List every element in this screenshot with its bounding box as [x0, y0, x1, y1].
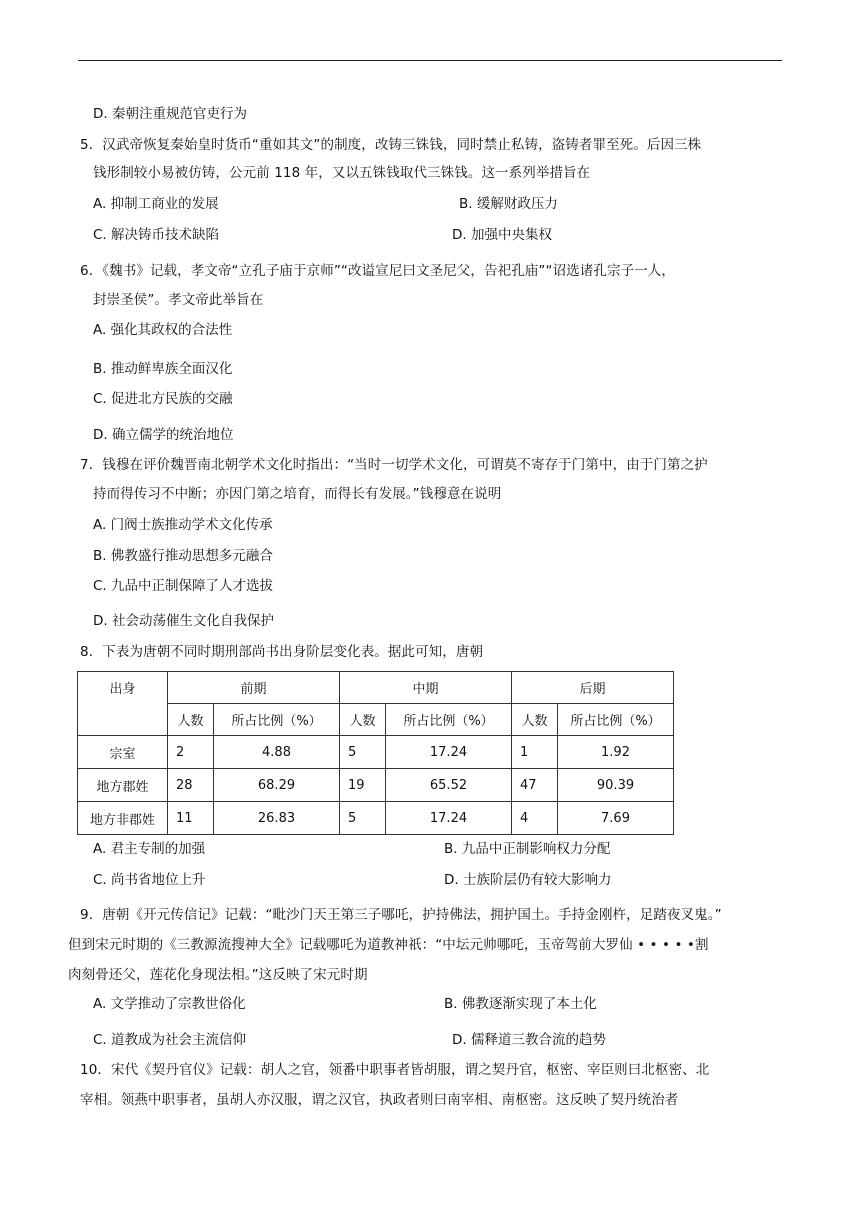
q7-option-d[interactable]: D. 社会动荡催生文化自我保护: [93, 613, 274, 629]
q7-stem-line1: 7．钱穆在评价魏晋南北朝学术文化时指出：“当时一切学术文化，可谓莫不寄存于门第中，由于门第之护: [80, 457, 708, 473]
q5-option-c[interactable]: C. 解决铸币技术缺陷: [93, 227, 220, 243]
q10-stem-line1: 10．宋代《契丹官仪》记载：胡人之官，领番中职事者皆胡服，谓之契丹官，枢密、宰臣则曰北枢密、北: [80, 1062, 710, 1078]
table-cell: 2: [168, 736, 214, 769]
q5-stem-line2: 钱形制较小易被仿铸，公元前 118 年，又以五铢钱取代三铢钱。这一系列举措旨在: [93, 165, 591, 181]
q7-option-b[interactable]: B. 佛教盛行推动思想多元融合: [93, 548, 273, 564]
table-subheader-ratio: 所占比例（%）: [386, 704, 512, 736]
table-header-early: 前期: [168, 672, 340, 704]
table-row: [78, 769, 674, 802]
table-subheader-count: 人数: [512, 704, 558, 736]
q5-stem-line1: 5．汉武帝恢复秦始皇时货币“重如其文”的制度，改铸三铢钱，同时禁止私铸，盗铸者罪至死。后因三株: [80, 137, 702, 153]
q6-option-d[interactable]: D. 确立儒学的统治地位: [93, 427, 234, 443]
q9-option-c[interactable]: C. 道教成为社会主流信仰: [93, 1032, 247, 1048]
header-rule: [78, 60, 782, 61]
table-header-origin: 出身: [78, 672, 168, 736]
q8-option-c[interactable]: C. 尚书省地位上升: [93, 872, 206, 888]
q9-option-b[interactable]: B. 佛教逐渐实现了本土化: [444, 996, 597, 1012]
q7-option-a[interactable]: A. 门阀士族推动学术文化传承: [93, 517, 273, 533]
q10-stem-line2: 宰相。领燕中职事者，虽胡人亦汉服，谓之汉官，执政者则曰南宰相、南枢密。这反映了契丹统治者: [80, 1092, 679, 1108]
table-cell: 68.29: [214, 769, 340, 802]
table-subheader-count: 人数: [340, 704, 386, 736]
q9-option-d[interactable]: D. 儒释道三教合流的趋势: [452, 1032, 606, 1048]
table-cell: 17.24: [386, 736, 512, 769]
table-cell: 1: [512, 736, 558, 769]
table-header-middle: 中期: [340, 672, 512, 704]
table-row-label: 宗室: [78, 736, 168, 769]
q6-option-a[interactable]: A. 强化其政权的合法性: [93, 322, 233, 338]
q8-option-d[interactable]: D. 士族阶层仍有较大影响力: [444, 872, 612, 888]
q9-stem-line1: 9．唐朝《开元传信记》记载：“毗沙门天王第三子哪吒，护持佛法，拥护国土。手持金刚杵，足踏夜叉鬼。”: [80, 907, 722, 923]
table-cell: 17.24: [386, 802, 512, 835]
table-cell: 47: [512, 769, 558, 802]
q5-option-b[interactable]: B. 缓解财政压力: [459, 196, 558, 212]
q7-option-c[interactable]: C. 九品中正制保障了人才选拔: [93, 578, 274, 594]
q5-option-a[interactable]: A. 抑制工商业的发展: [93, 196, 219, 212]
table-cell: 4.88: [214, 736, 340, 769]
q8-stem-line1: 8．下表为唐朝不同时期刑部尚书出身阶层变化表。据此可知，唐朝: [80, 644, 484, 660]
table-row-label: 地方非郡姓: [78, 802, 168, 835]
q6-stem-line2: 封崇圣侯”。孝文帝此举旨在: [93, 292, 264, 308]
table-cell: 1.92: [558, 736, 674, 769]
table-cell: 11: [168, 802, 214, 835]
table-cell: 4: [512, 802, 558, 835]
table-row: [78, 736, 674, 769]
table-subheader-ratio: 所占比例（%）: [558, 704, 674, 736]
table-subheader-count: 人数: [168, 704, 214, 736]
q5-option-d[interactable]: D. 加强中央集权: [452, 227, 552, 243]
table-cell: 26.83: [214, 802, 340, 835]
q7-stem-line2: 持而得传习不中断；亦因门第之培育，而得长有发展。”钱穆意在说明: [93, 486, 502, 502]
q9-option-a[interactable]: A. 文学推动了宗教世俗化: [93, 996, 246, 1012]
table-header-late: 后期: [512, 672, 674, 704]
table-row-label: 地方郡姓: [78, 769, 168, 802]
table-cell: 19: [340, 769, 386, 802]
table-cell: 7.69: [558, 802, 674, 835]
table-row: [78, 802, 674, 835]
q9-stem-line2: 但到宋元时期的《三教源流搜神大全》记载哪吒为道教神祇：“中坛元帅哪吒，玉帝驾前大罗仙 • • • • •割: [68, 937, 709, 953]
table-cell: 28: [168, 769, 214, 802]
table-cell: 90.39: [558, 769, 674, 802]
q8-option-b[interactable]: B. 九品中正制影响权力分配: [444, 841, 611, 857]
q8-table: [77, 671, 674, 835]
table-subheader-ratio: 所占比例（%）: [214, 704, 340, 736]
table-cell: 5: [340, 736, 386, 769]
q8-option-a[interactable]: A. 君主专制的加强: [93, 841, 206, 857]
q9-stem-line3: 肉刻骨还父，莲花化身现法相。”这反映了宋元时期: [68, 967, 368, 983]
q6-option-b[interactable]: B. 推动鲜卑族全面汉化: [93, 361, 233, 377]
table-cell: 5: [340, 802, 386, 835]
q6-stem-line1: 6．《魏书》记载，孝文帝“立孔子庙于京师”“改谥宣尼曰文圣尼父，告祀孔庙”“诏选诸孔宗子一人，: [80, 263, 676, 279]
table-cell: 65.52: [386, 769, 512, 802]
q6-option-c[interactable]: C. 促进北方民族的交融: [93, 391, 233, 407]
q4-option-d[interactable]: D. 秦朝注重规范官吏行为: [93, 106, 247, 122]
